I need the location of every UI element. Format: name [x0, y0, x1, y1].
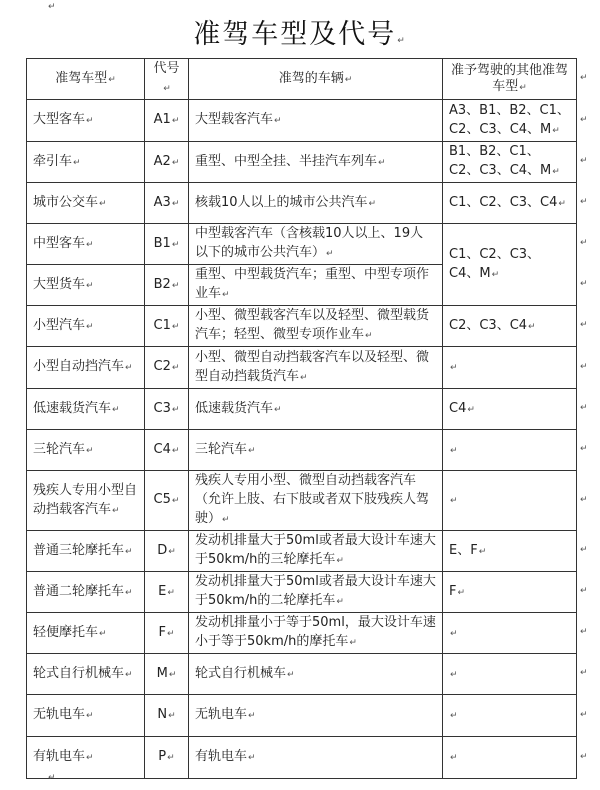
- cell-type: 无轨电车↵: [27, 695, 145, 737]
- cell-vehicles: 重型、中型载货汽车；重型、中型专项作业车↵: [189, 265, 443, 306]
- cell-type: 普通三轮摩托车↵: [27, 531, 145, 572]
- cell-code: P↵: [145, 737, 189, 779]
- table-row: [27, 224, 577, 265]
- cell-code: C5↵: [145, 471, 189, 531]
- paragraph-mark: ↵: [48, 773, 56, 783]
- cell-vehicles: 有轨电车↵: [189, 737, 443, 779]
- cell-other: A3、B1、B2、C1、C2、C3、C4、M↵: [443, 100, 577, 142]
- cell-type: 残疾人专用小型自动挡载客汽车↵: [27, 471, 145, 531]
- row-end-mark: ↵: [580, 320, 588, 330]
- row-end-mark: ↵: [580, 751, 588, 762]
- header-type: 准驾车型↵: [27, 59, 145, 100]
- cell-code: A1↵: [145, 100, 189, 142]
- row-end-mark: ↵: [580, 627, 588, 637]
- cell-code: A2↵: [145, 142, 189, 183]
- cell-vehicles: 残疾人专用小型、微型自动挡载客汽车（允许上肢、右下肢或者双下肢残疾人驾驶）↵: [189, 471, 443, 531]
- row-end-mark: ↵: [580, 403, 588, 413]
- table-row: [27, 572, 577, 613]
- cell-other: ↵: [443, 695, 577, 737]
- row-end-mark: ↵: [580, 545, 588, 555]
- cell-vehicles: 小型、微型自动挡载客汽车以及轻型、微型自动挡载货汽车↵: [189, 347, 443, 389]
- cell-other: ↵: [443, 471, 577, 531]
- row-end-mark: ↵: [580, 279, 588, 289]
- cell-type: 中型客车↵: [27, 224, 145, 265]
- cell-vehicles: 小型、微型载客汽车以及轻型、微型载货汽车；轻型、微型专项作业车↵: [189, 306, 443, 347]
- cell-type: 轻便摩托车↵: [27, 613, 145, 654]
- table-row: [27, 347, 577, 389]
- cell-code: C3↵: [145, 389, 189, 430]
- table-row: [27, 654, 577, 695]
- row-end-mark: ↵: [580, 668, 588, 678]
- cell-vehicles: 三轮汽车↵: [189, 430, 443, 471]
- cell-vehicles: 重型、中型全挂、半挂汽车列车↵: [189, 142, 443, 183]
- page-title: 准驾车型及代号↵: [193, 19, 407, 50]
- cell-type: 小型自动挡汽车↵: [27, 347, 145, 389]
- cell-vehicles: 大型载客汽车↵: [189, 100, 443, 142]
- table-row: [27, 531, 577, 572]
- cell-code: C4↵: [145, 430, 189, 471]
- cell-vehicles: 中型载客汽车（含核载10人以上、19人以下的城市公共汽车）↵: [189, 224, 443, 265]
- cell-code: E↵: [145, 572, 189, 613]
- license-class-table: [26, 58, 577, 779]
- cell-code: D↵: [145, 531, 189, 572]
- row-end-mark: ↵: [580, 494, 588, 505]
- table-row: [27, 471, 577, 531]
- cell-vehicles: 核载10人以上的城市公共汽车↵: [189, 183, 443, 224]
- cell-type: 大型客车↵: [27, 100, 145, 142]
- cell-vehicles: 无轨电车↵: [189, 695, 443, 737]
- cell-type: 小型汽车↵: [27, 306, 145, 347]
- cell-vehicles: 发动机排量小于等于50ml，最大设计车速小于等于50km/h的摩托车↵: [189, 613, 443, 654]
- row-end-mark: ↵: [580, 238, 588, 248]
- cell-vehicles: 发动机排量大于50ml或者最大设计车速大于50km/h的二轮摩托车↵: [189, 572, 443, 613]
- cell-type: 城市公交车↵: [27, 183, 145, 224]
- row-end-mark: ↵: [580, 197, 588, 207]
- paragraph-mark: ↵: [48, 2, 56, 12]
- row-end-mark: ↵: [580, 73, 588, 83]
- cell-type: 轮式自行机械车↵: [27, 654, 145, 695]
- table-row: [27, 100, 577, 142]
- cell-code: C2↵: [145, 347, 189, 389]
- header-vehicles: 准驾的车辆↵: [189, 59, 443, 100]
- cell-type: 低速载货汽车↵: [27, 389, 145, 430]
- table-row: [27, 142, 577, 183]
- cell-other: E、F↵: [443, 531, 577, 572]
- cell-other: ↵: [443, 654, 577, 695]
- cell-type: 大型货车↵: [27, 265, 145, 306]
- table-row: [27, 389, 577, 430]
- cell-code: F↵: [145, 613, 189, 654]
- cell-type: 三轮汽车↵: [27, 430, 145, 471]
- cell-code: B1↵: [145, 224, 189, 265]
- table-row: [27, 737, 577, 779]
- table-row: [27, 695, 577, 737]
- cell-other: C1、C2、C3、C4、M↵: [443, 224, 577, 306]
- row-end-mark: ↵: [580, 361, 588, 372]
- table-row: [27, 430, 577, 471]
- cell-other: C1、C2、C3、C4↵: [443, 183, 577, 224]
- cell-other: ↵: [443, 347, 577, 389]
- cell-vehicles: 低速载货汽车↵: [189, 389, 443, 430]
- cell-code: N↵: [145, 695, 189, 737]
- cell-type: 有轨电车↵: [27, 737, 145, 779]
- cell-vehicles: 发动机排量大于50ml或者最大设计车速大于50km/h的三轮摩托车↵: [189, 531, 443, 572]
- row-end-mark: ↵: [580, 586, 588, 596]
- header-other: 准予驾驶的其他准驾车型↵: [443, 59, 577, 100]
- table-row: [27, 183, 577, 224]
- cell-code: M↵: [145, 654, 189, 695]
- cell-vehicles: 轮式自行机械车↵: [189, 654, 443, 695]
- cell-other: C2、C3、C4↵: [443, 306, 577, 347]
- cell-other: ↵: [443, 737, 577, 779]
- cell-other: ↵: [443, 613, 577, 654]
- cell-type: 普通二轮摩托车↵: [27, 572, 145, 613]
- row-end-mark: ↵: [580, 156, 588, 166]
- row-end-mark: ↵: [580, 114, 588, 125]
- row-end-mark: ↵: [580, 444, 588, 454]
- cell-other: F↵: [443, 572, 577, 613]
- header-code: 代号↵: [145, 59, 189, 100]
- table-row: [27, 306, 577, 347]
- cell-type: 牵引车↵: [27, 142, 145, 183]
- cell-other: ↵: [443, 430, 577, 471]
- table-header-row: [27, 59, 577, 100]
- cell-other: B1、B2、C1、C2、C3、C4、M↵: [443, 142, 577, 183]
- table-row: [27, 613, 577, 654]
- cell-other: C4↵: [443, 389, 577, 430]
- cell-code: C1↵: [145, 306, 189, 347]
- cell-code: B2↵: [145, 265, 189, 306]
- cell-code: A3↵: [145, 183, 189, 224]
- row-end-mark: ↵: [580, 709, 588, 720]
